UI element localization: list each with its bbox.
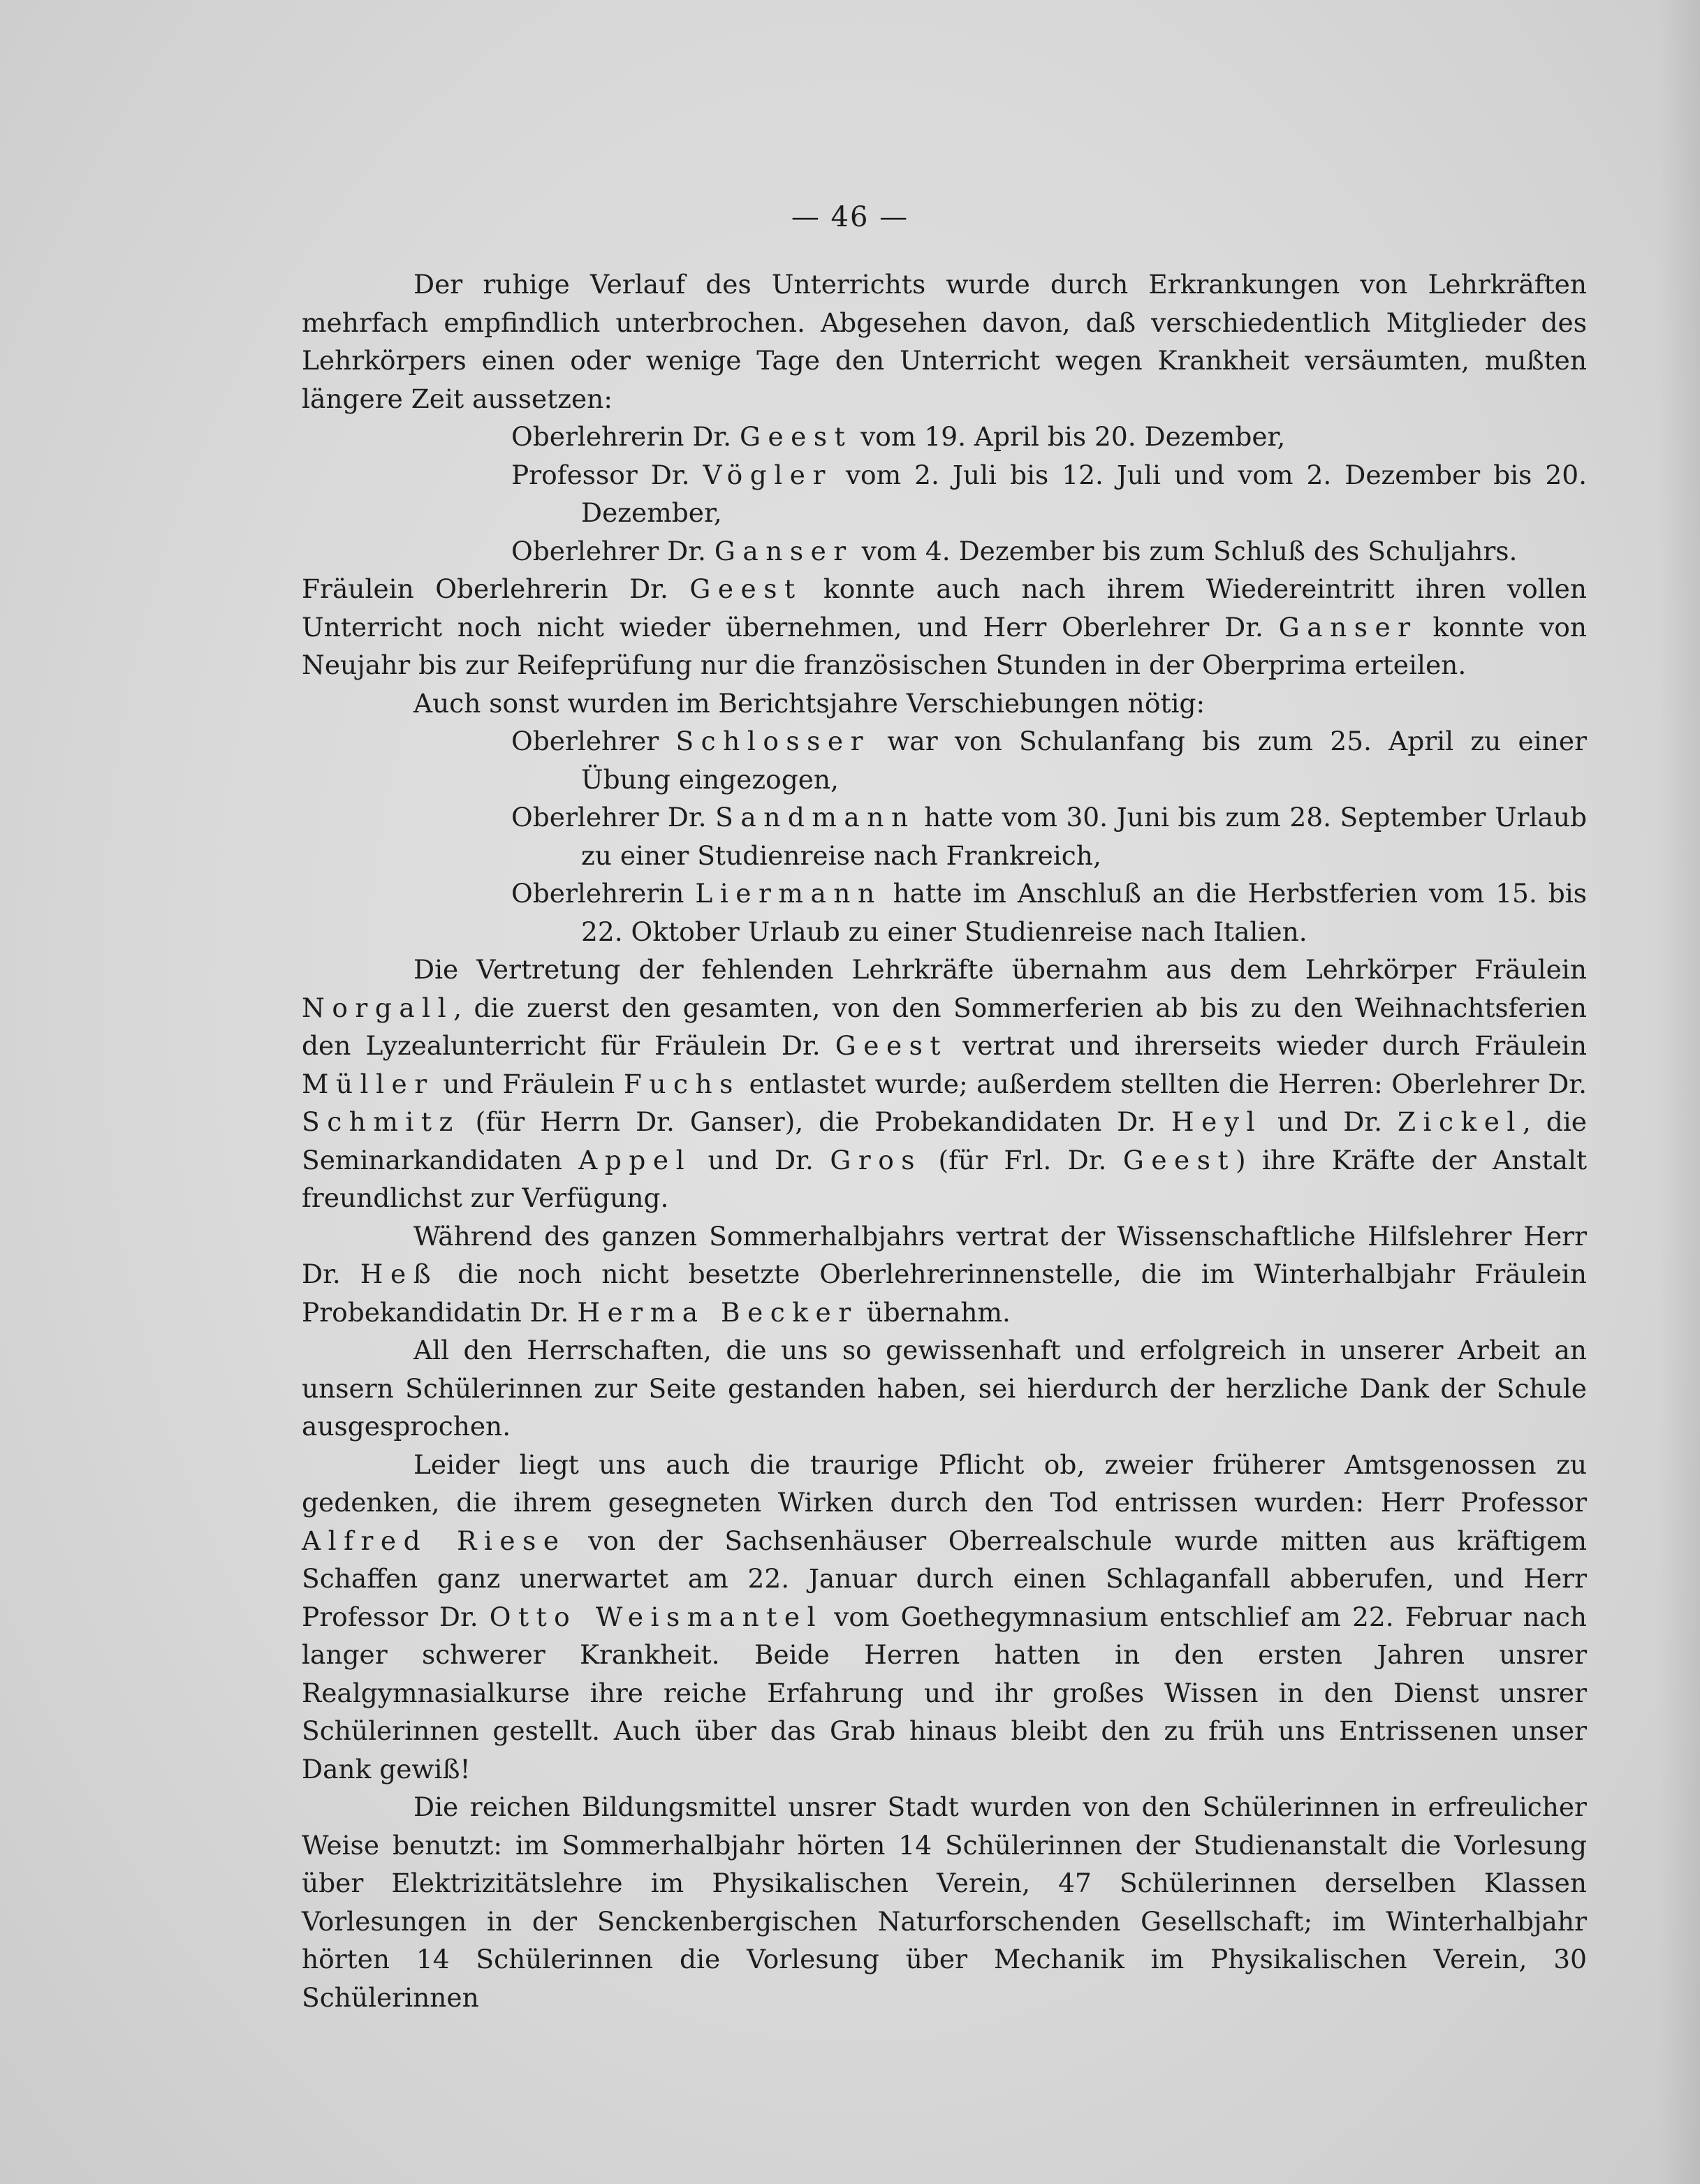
paragraph-obituary: Leider liegt uns auch die traurige Pflicht ob, zweier früherer Amtsgenossen zu gedenken, die ihrem gesegneten Wirken durch den Tod entrissen wurden: Herr Professor Alfred Riese von der Sachsenhäuser Oberrealschule wurde mitten aus kräftigem Schaffen ganz unerwartet am 22. Januar durch einen Schlaganfall abberufen, und Herr Professor Dr. Otto Weismantel vom Goethegymnasium entschlief am 22. Februar nach langer schwerer Krankheit. Beide Herren hatten in den ersten Jahren unsrer Realgymnasialkurse ihre reiche Erfahrung und ihr großes Wissen in den Dienst unsrer Schülerinnen gestellt. Auch über das Grab hinaus bleibt den zu früh uns Entrissenen unser Dank gewiß!	[302, 1449, 1588, 1784]
paragraph-shifts: Auch sonst wurden im Berichtsjahre Verschiebungen nötig:	[413, 687, 1206, 719]
paragraph-summer-term: Während des ganzen Sommerhalbjahrs vertrat der Wissenschaftliche Hilfslehrer Herr Dr. Heß die noch nicht besetzte Oberlehrerinnenstelle, die im Winterhalbjahr Fräulein Probekandidatin Dr. Herma Becker übernahm.	[302, 1220, 1587, 1328]
paragraph-illness: Der ruhige Verlauf des Unterrichts wurde durch Erkrankungen von Lehrkräften mehrfach empfindlich unterbrochen. Abgesehen davon, daß verschiedentlich Mitglieder des Lehrkörpers einen oder wenige Tage den Unterricht wegen Krankheit versäumten, mußten längere Zeit aussetzen:	[302, 269, 1587, 414]
body-text	[302, 265, 1587, 2016]
page-number: — 46 —	[791, 201, 909, 233]
paragraph-substitution: Die Vertretung der fehlenden Lehrkräfte übernahm aus dem Lehrkörper Fräulein Norgall, die zuerst den gesamten, von den Sommerferien ab bis zu den Weihnachtsferien den Lyzealunterricht für Fräulein Dr. Geest vertrat und ihrerseits wieder durch Fräulein Müller und Fräulein Fuchs entlastet wurde; außerdem stellten die Herren: Oberlehrer Dr. Schmitz (für Herrn Dr. Ganser), die Probekandidaten Dr. Heyl und Dr. Zickel, die Seminarkandidaten Appel und Dr. Gros (für Frl. Dr. Geest) ihre Kräfte der Anstalt freundlichst zur Verfügung.	[302, 954, 1588, 1213]
list-item-geest: Oberlehrerin Dr. Geest vom 19. April bis 20. Dezember,	[511, 421, 1286, 452]
paragraph-thanks: All den Herrschaften, die uns so gewissenhaft und erfolgreich in unserer Arbeit an unsern Schülerinnen zur Seite gestanden haben, sei hierdurch der herzliche Dank der Schule ausgesprochen.	[302, 1335, 1587, 1442]
paragraph-education: Die reichen Bildungsmittel unsrer Stadt wurden von den Schülerinnen in erfreulicher Weise benutzt: im Sommerhalbjahr hörten 14 Schülerinnen der Studienanstalt die Vorlesung über Elektrizitätslehre im Physikalischen Verein, 47 Schülerinnen derselben Klassen Vorlesungen in der Senckenbergischen Naturforschenden Gesellschaft; im Winterhalbjahr hörten 14 Schülerinnen die Vorlesung über Mechanik im Physikalischen Verein, 30 Schülerinnen	[302, 1791, 1587, 2013]
list-item-ganser: Oberlehrer Dr. Ganser vom 4. Dezember bis zum Schluß des Schuljahrs.	[511, 535, 1518, 566]
list-item-liermann: Oberlehrerin Liermann hatte im Anschluß an die Herbstferien vom 15. bis 22. Oktober Urlaub zu einer Studienreise nach Italien.	[511, 878, 1587, 947]
list-item-schlosser: Oberlehrer Schlosser war von Schulanfang bis zum 25. April zu einer Übung eingezogen,	[511, 726, 1587, 795]
list-item-voegler: Professor Dr. Vögler vom 2. Juli bis 12. Juli und vom 2. Dezember bis 20. Dezember,	[511, 459, 1587, 528]
list-item-sandmann: Oberlehrer Dr. Sandmann hatte vom 30. Juni bis zum 28. September Urlaub zu einer Studienreise nach Frankreich,	[511, 802, 1587, 871]
page-edge-shadow	[1658, 0, 1700, 2184]
paragraph-geest-return: Fräulein Oberlehrerin Dr. Geest konnte auch nach ihrem Wiedereintritt ihren vollen Unterricht noch nicht wieder übernehmen, und Herr Oberlehrer Dr. Ganser konnte von Neujahr bis zur Reifeprüfung nur die französischen Stunden in der Oberprima erteilen.	[302, 573, 1588, 680]
